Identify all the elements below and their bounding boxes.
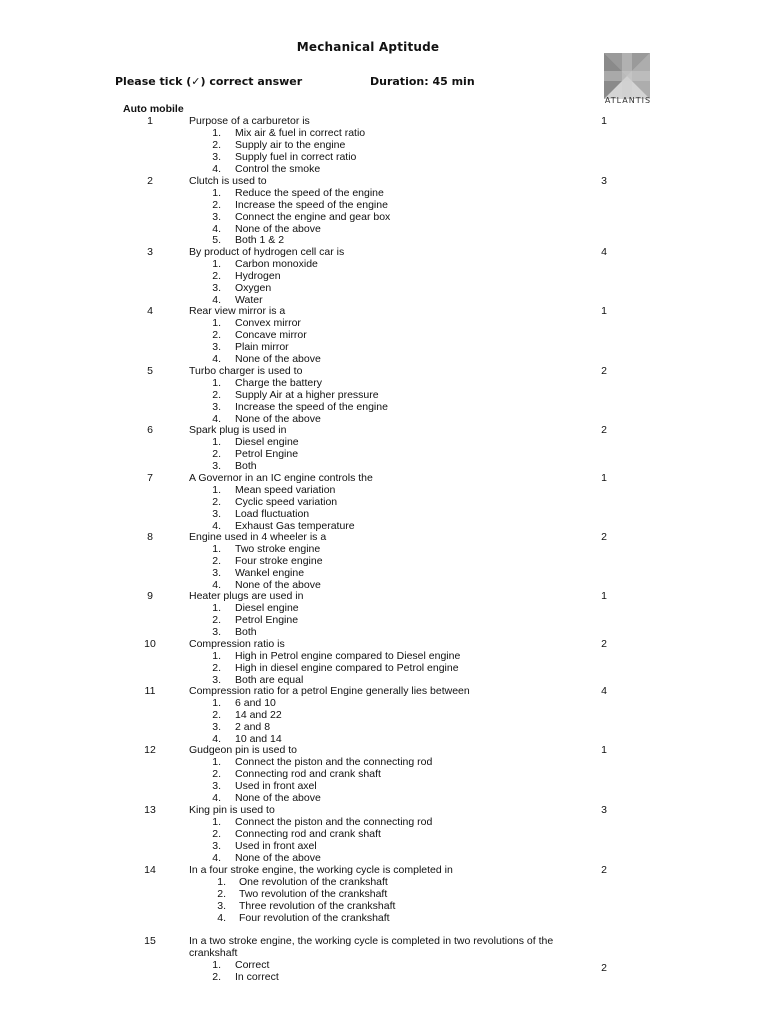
option-text: Connecting rod and crank shaft	[235, 767, 381, 780]
question-text: Gudgeon pin is used to	[189, 744, 297, 756]
option-item[interactable]	[0, 354, 600, 366]
question-text: Engine used in 4 wheeler is a	[189, 531, 327, 543]
option-list	[0, 757, 600, 805]
option-item[interactable]	[0, 497, 600, 509]
question-text: King pin is used to	[189, 804, 275, 816]
option-text: Mix air & fuel in correct ratio	[235, 126, 366, 139]
option-text: Control the smoke	[235, 162, 321, 175]
option-item[interactable]	[0, 271, 600, 283]
option-text: None of the above	[235, 791, 321, 804]
option-number: 3.	[212, 720, 221, 733]
option-item[interactable]	[0, 342, 600, 354]
option-item[interactable]	[0, 710, 600, 722]
option-text: Oxygen	[235, 281, 272, 294]
option-number: 4.	[212, 222, 221, 235]
answer-key: 4	[601, 685, 607, 697]
option-text: Plain mirror	[235, 340, 289, 353]
option-text: 10 and 14	[235, 732, 282, 745]
answer-key: 2	[601, 962, 607, 974]
option-text: Both	[235, 625, 257, 638]
option-number: 3.	[212, 210, 221, 223]
option-item[interactable]	[0, 128, 600, 140]
option-item[interactable]	[0, 913, 600, 925]
option-number: 3.	[212, 507, 221, 520]
option-text: Both 1 & 2	[235, 234, 285, 247]
option-number: 2.	[212, 138, 221, 151]
option-number: 1.	[212, 958, 221, 971]
question-number: 11	[144, 685, 156, 697]
answer-key: 3	[601, 175, 607, 187]
question-number: 8	[147, 531, 153, 543]
option-number: 3.	[212, 839, 221, 852]
question-text: Heater plugs are used in	[189, 590, 304, 602]
answer-key: 1	[601, 472, 607, 484]
question-text: A Governor in an IC engine controls the	[189, 472, 373, 484]
option-text: Water	[235, 293, 263, 306]
option-item[interactable]	[0, 853, 600, 865]
option-item[interactable]	[0, 722, 600, 734]
option-item[interactable]	[0, 461, 600, 473]
option-number: 2.	[212, 827, 221, 840]
option-number: 4.	[212, 791, 221, 804]
answer-key: 3	[601, 804, 607, 816]
option-number: 2.	[212, 613, 221, 626]
option-item[interactable]	[0, 757, 600, 769]
option-text: Charge the battery	[235, 376, 322, 389]
option-list	[0, 651, 600, 687]
option-text: None of the above	[235, 578, 321, 591]
option-item[interactable]	[0, 663, 600, 675]
option-number: 3.	[217, 899, 226, 912]
option-text: Reduce the speed of the engine	[235, 186, 384, 199]
option-number: 4.	[212, 578, 221, 591]
option-number: 2.	[212, 554, 221, 567]
option-text: 2 and 8	[235, 720, 271, 733]
option-number: 4.	[212, 162, 221, 175]
option-number: 4.	[212, 851, 221, 864]
option-number: 3.	[212, 566, 221, 579]
question-text: Purpose of a carburetor is	[189, 115, 310, 127]
option-text: Three revolution of the crankshaft	[239, 899, 396, 912]
question-number: 3	[147, 246, 153, 258]
option-item[interactable]	[0, 544, 600, 556]
option-item[interactable]	[0, 829, 600, 841]
option-number: 1.	[212, 755, 221, 768]
option-text: Petrol Engine	[235, 447, 299, 460]
option-text: Connecting rod and crank shaft	[235, 827, 381, 840]
option-list	[0, 544, 600, 592]
option-number: 1.	[212, 649, 221, 662]
option-list	[0, 485, 600, 533]
answer-key: 1	[601, 744, 607, 756]
option-item[interactable]	[0, 283, 600, 295]
question-number: 12	[144, 744, 156, 756]
question-number: 14	[144, 864, 156, 876]
option-item[interactable]	[0, 603, 600, 615]
answer-key: 4	[601, 246, 607, 258]
option-text: One revolution of the crankshaft	[239, 875, 388, 888]
option-number: 1.	[212, 376, 221, 389]
instruction-text: Please tick (✓) correct answer	[115, 75, 303, 88]
option-text: Convex mirror	[235, 316, 301, 329]
option-text: Four stroke engine	[235, 554, 323, 567]
option-item[interactable]	[0, 140, 600, 152]
option-item[interactable]	[0, 734, 600, 746]
option-text: None of the above	[235, 412, 321, 425]
option-list	[0, 960, 600, 984]
option-number: 1.	[212, 601, 221, 614]
option-text: Cyclic speed variation	[235, 495, 338, 508]
option-list	[0, 437, 600, 473]
option-text: Connect the piston and the connecting rod	[235, 755, 433, 768]
option-item[interactable]	[0, 615, 600, 627]
question-number: 1	[147, 115, 153, 127]
option-number: 3.	[212, 779, 221, 792]
duration-text: Duration: 45 min	[370, 75, 475, 88]
option-number: 1.	[212, 186, 221, 199]
option-text: Hydrogen	[235, 269, 281, 282]
option-number: 1.	[217, 875, 226, 888]
option-list	[0, 188, 600, 247]
option-item[interactable]	[0, 212, 600, 224]
answer-key: 2	[601, 365, 607, 377]
question-text: By product of hydrogen cell car is	[189, 246, 345, 258]
answer-key: 1	[601, 590, 607, 602]
question-text: In a two stroke engine, the working cycle is completed in two revolutions of the crankshaft	[189, 935, 554, 959]
option-text: Carbon monoxide	[235, 257, 318, 270]
option-number: 1.	[212, 483, 221, 496]
option-item[interactable]	[0, 972, 600, 984]
option-item[interactable]	[0, 449, 600, 461]
option-text: Both are equal	[235, 673, 304, 686]
option-item[interactable]	[0, 188, 600, 200]
option-number: 3.	[212, 673, 221, 686]
option-item[interactable]	[0, 960, 600, 972]
option-item[interactable]	[0, 390, 600, 402]
question-number: 2	[147, 175, 153, 187]
option-text: 14 and 22	[235, 708, 282, 721]
option-text: Wankel engine	[235, 566, 305, 579]
option-text: 6 and 10	[235, 696, 276, 709]
option-number: 2.	[212, 328, 221, 341]
option-item[interactable]	[0, 295, 600, 307]
answer-key: 1	[601, 115, 607, 127]
option-number: 1.	[212, 257, 221, 270]
option-number: 4.	[212, 732, 221, 745]
option-item[interactable]	[0, 901, 600, 913]
option-number: 3.	[212, 459, 221, 472]
option-number: 5.	[212, 234, 221, 247]
option-item[interactable]	[0, 318, 600, 330]
option-text: Concave mirror	[235, 328, 307, 341]
option-number: 2.	[212, 661, 221, 674]
option-list	[0, 877, 600, 925]
option-number: 2.	[212, 970, 221, 983]
option-text: Connect the engine and gear box	[235, 210, 391, 223]
option-item[interactable]	[0, 330, 600, 342]
option-number: 2.	[212, 708, 221, 721]
option-number: 4.	[212, 293, 221, 306]
option-number: 2.	[212, 269, 221, 282]
option-number: 2.	[217, 887, 226, 900]
option-list	[0, 603, 600, 639]
option-text: Mean speed variation	[235, 483, 336, 496]
option-number: 4.	[212, 352, 221, 365]
option-text: Used in front axel	[235, 779, 317, 792]
option-list	[0, 378, 600, 426]
logo-label: ATLANTIS	[604, 96, 652, 105]
answer-key: 1	[601, 305, 607, 317]
option-number: 1.	[212, 542, 221, 555]
question-number: 13	[144, 804, 156, 816]
answer-key: 2	[601, 531, 607, 543]
option-text: Two revolution of the crankshaft	[239, 887, 388, 900]
option-number: 3.	[212, 625, 221, 638]
option-list	[0, 128, 600, 176]
option-number: 2.	[212, 767, 221, 780]
option-item[interactable]	[0, 627, 600, 639]
option-item[interactable]	[0, 509, 600, 521]
question-text: Compression ratio for a petrol Engine generally lies between	[189, 685, 470, 697]
option-text: Correct	[235, 958, 270, 971]
option-item[interactable]	[0, 485, 600, 497]
option-item[interactable]	[0, 152, 600, 164]
option-number: 4.	[212, 519, 221, 532]
question-number: 9	[147, 590, 153, 602]
question-number: 5	[147, 365, 153, 377]
question-number: 10	[144, 638, 156, 650]
question-number: 6	[147, 424, 153, 436]
answer-key: 2	[601, 864, 607, 876]
option-text: Exhaust Gas temperature	[235, 519, 355, 532]
option-item[interactable]	[0, 224, 600, 236]
option-item[interactable]	[0, 378, 600, 390]
option-list	[0, 817, 600, 865]
option-number: 2.	[212, 198, 221, 211]
option-item[interactable]	[0, 769, 600, 781]
option-text: Petrol Engine	[235, 613, 299, 626]
option-number: 2.	[212, 495, 221, 508]
option-text: None of the above	[235, 851, 321, 864]
option-item[interactable]	[0, 781, 600, 793]
option-item[interactable]	[0, 877, 600, 889]
option-text: Load fluctuation	[235, 507, 310, 520]
option-text: None of the above	[235, 352, 321, 365]
option-number: 1.	[212, 815, 221, 828]
option-number: 1.	[212, 696, 221, 709]
option-text: Diesel engine	[235, 601, 299, 614]
option-list	[0, 698, 600, 746]
question-text: Rear view mirror is a	[189, 305, 286, 317]
option-number: 1.	[212, 316, 221, 329]
option-number: 4.	[217, 911, 226, 924]
option-number: 3.	[212, 281, 221, 294]
document-title: Mechanical Aptitude	[296, 40, 440, 54]
option-text: Two stroke engine	[235, 542, 321, 555]
question-text: In a four stroke engine, the working cycle is completed in	[189, 864, 453, 876]
question-text: Clutch is used to	[189, 175, 267, 187]
option-item[interactable]	[0, 556, 600, 568]
option-text: Supply air to the engine	[235, 138, 346, 151]
option-item[interactable]	[0, 568, 600, 580]
question-number: 4	[147, 305, 153, 317]
option-text: Diesel engine	[235, 435, 299, 448]
option-text: Supply fuel in correct ratio	[235, 150, 357, 163]
option-text: Increase the speed of the engine	[235, 198, 388, 211]
option-item[interactable]	[0, 200, 600, 212]
option-item[interactable]	[0, 817, 600, 829]
option-text: Supply Air at a higher pressure	[235, 388, 379, 401]
option-item[interactable]	[0, 414, 600, 426]
option-text: In correct	[235, 970, 279, 983]
question-number: 15	[144, 935, 156, 947]
option-item[interactable]	[0, 402, 600, 414]
option-number: 3.	[212, 150, 221, 163]
option-item[interactable]	[0, 259, 600, 271]
question-number: 7	[147, 472, 153, 484]
option-text: Increase the speed of the engine	[235, 400, 388, 413]
option-number: 3.	[212, 340, 221, 353]
option-list	[0, 318, 600, 366]
option-item[interactable]	[0, 793, 600, 805]
option-text: Both	[235, 459, 257, 472]
question-text: Compression ratio is	[189, 638, 285, 650]
answer-key: 2	[601, 638, 607, 650]
answer-key: 2	[601, 424, 607, 436]
question-text: Turbo charger is used to	[189, 365, 303, 377]
option-item[interactable]	[0, 841, 600, 853]
option-item[interactable]	[0, 889, 600, 901]
option-number: 1.	[212, 126, 221, 139]
option-item[interactable]	[0, 698, 600, 710]
option-text: High in Petrol engine compared to Diesel engine	[235, 649, 461, 662]
option-number: 1.	[212, 435, 221, 448]
section-heading: Auto mobile	[123, 103, 184, 115]
option-number: 2.	[212, 388, 221, 401]
question-text: Spark plug is used in	[189, 424, 287, 436]
option-item[interactable]	[0, 437, 600, 449]
option-list	[0, 259, 600, 307]
option-text: Four revolution of the crankshaft	[239, 911, 390, 924]
option-text: Connect the piston and the connecting rod	[235, 815, 433, 828]
option-item[interactable]	[0, 164, 600, 176]
option-text: High in diesel engine compared to Petrol engine	[235, 661, 459, 674]
option-number: 4.	[212, 412, 221, 425]
option-text: None of the above	[235, 222, 321, 235]
option-number: 3.	[212, 400, 221, 413]
option-text: Used in front axel	[235, 839, 317, 852]
option-number: 2.	[212, 447, 221, 460]
option-item[interactable]	[0, 651, 600, 663]
